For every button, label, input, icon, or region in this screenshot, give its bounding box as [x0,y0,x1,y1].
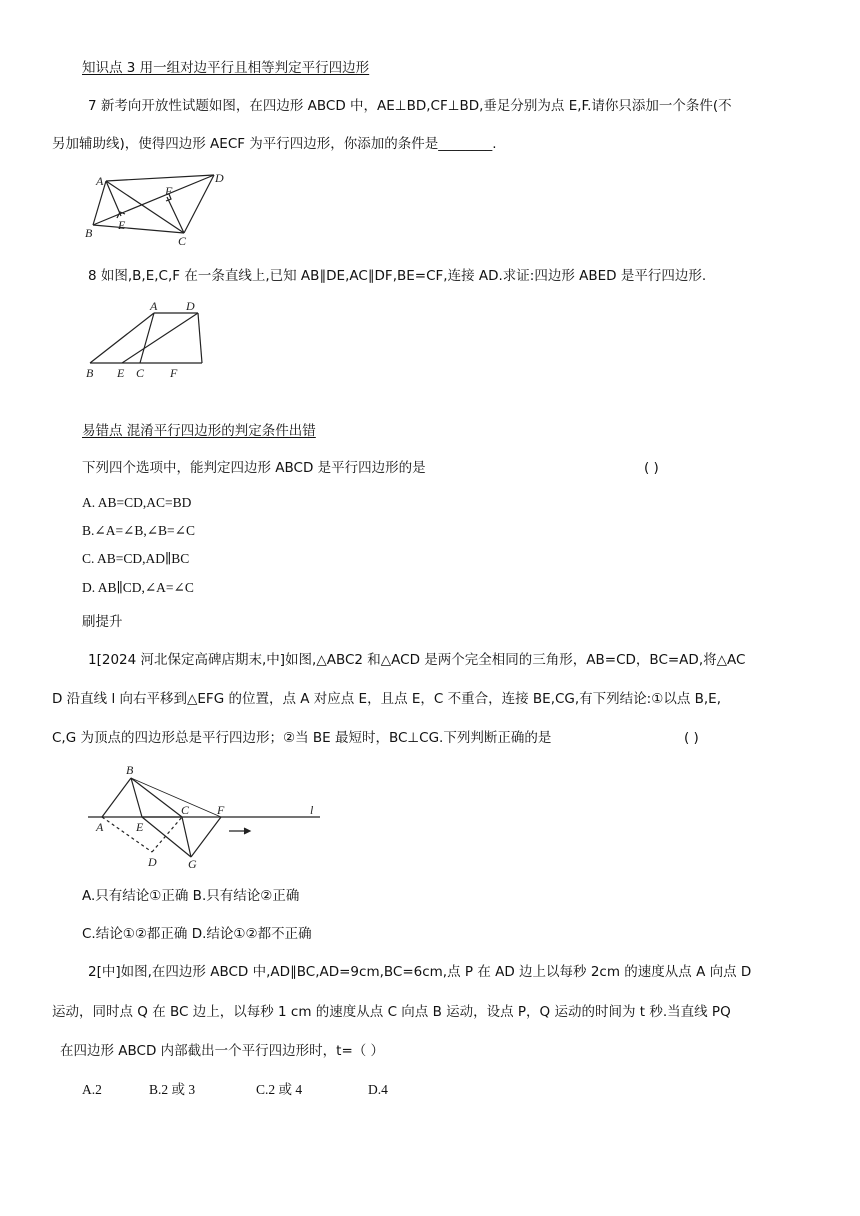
problem-1-options-ab: A.只有结论①正确 B.只有结论②正确 [82,888,300,904]
label-c: C [136,366,145,380]
label-b: B [86,366,94,380]
improve-heading: 刷提升 [82,614,123,630]
problem-1-line-1: 1[2024 河北保定高碑店期末,中]如图,△ABC2 和△ACD 是两个完全相同的三角形，AB=CD，BC=AD,将△AC [88,652,746,668]
figure-q7-quadrilateral [80,168,240,252]
section-heading: 知识点 3 用一组对边平行且相等判定平行四边形 [82,60,370,76]
label-d: D [215,171,224,185]
label-e: E [117,366,125,380]
label-f: F [217,803,225,817]
question-7-line-1: 7 新考向开放性试题如图，在四边形 ABCD 中，AE⊥BD,CF⊥BD,垂足分别为点 E,F.请你只添加一个条件(不 [88,98,732,114]
problem-2-line-3: 在四边形 ABCD 内部截出一个平行四边形时，t=（ ） [60,1043,385,1059]
label-e: E [118,218,126,232]
label-e: E [136,820,144,834]
problem-1-line-2: D 沿直线 l 向右平移到△EFG 的位置，点 A 对应点 E，且点 E，C 不重合，连接 BE,CG,有下列结论:①以点 B,E, [52,691,721,707]
answer-parentheses: ( ) [684,730,699,746]
label-c: C [181,803,190,817]
label-a: A [96,820,104,834]
label-b: B [85,226,93,240]
label-c: C [178,234,187,248]
option-a: A. AB=CD,AC=BD [82,495,192,510]
problem-2-option-b: B.2 或 3 [149,1082,196,1097]
problem-2-line-2: 运动，同时点 Q 在 BC 边上，以每秒 1 cm 的速度从点 C 向点 B 运动，设点 P，Q 运动的时间为 t 秒.当直线 PQ [52,1004,731,1020]
label-l: l [310,803,314,817]
label-b: B [126,763,134,777]
label-f: F [170,366,178,380]
option-d: D. AB∥CD,∠A=∠C [82,580,194,595]
problem-2-option-d: D.4 [368,1082,388,1097]
figure-q8-parallel-lines [80,300,230,380]
error-point-heading: 易错点 混淆平行四边形的判定条件出错 [82,423,316,439]
problem-2-option-a: A.2 [82,1082,102,1097]
answer-parentheses: ( ) [644,460,659,476]
option-b: B.∠A=∠B,∠B=∠C [82,523,195,538]
option-c: C. AB=CD,AD∥BC [82,551,190,566]
label-d: D [148,855,157,869]
figure-p1-translation [84,762,324,872]
label-a: A [150,299,158,313]
problem-2-line-1: 2[中]如图,在四边形 ABCD 中,AD∥BC,AD=9cm,BC=6cm,点 P 在 AD 边上以每秒 2cm 的速度从点 A 向点 D [88,964,752,980]
label-g: G [188,857,197,871]
question-8: 8 如图,B,E,C,F 在一条直线上,已知 AB∥DE,AC∥DF,BE=CF,连接 AD.求证:四边形 ABED 是平行四边形. [88,268,707,284]
question-7-line-2: 另加辅助线)，使得四边形 AECF 为平行四边形，你添加的条件是________. [52,136,497,152]
label-a: A [96,174,104,188]
error-point-question: 下列四个选项中，能判定四边形 ABCD 是平行四边形的是 [82,460,426,476]
label-d: D [186,299,195,313]
problem-2-option-c: C.2 或 4 [256,1082,303,1097]
problem-1-options-cd: C.结论①②都正确 D.结论①②都不正确 [82,926,312,942]
problem-1-line-3: C,G 为顶点的四边形总是平行四边形；②当 BE 最短时，BC⊥CG.下列判断正确的是 [52,730,552,746]
label-f: F [165,184,173,198]
